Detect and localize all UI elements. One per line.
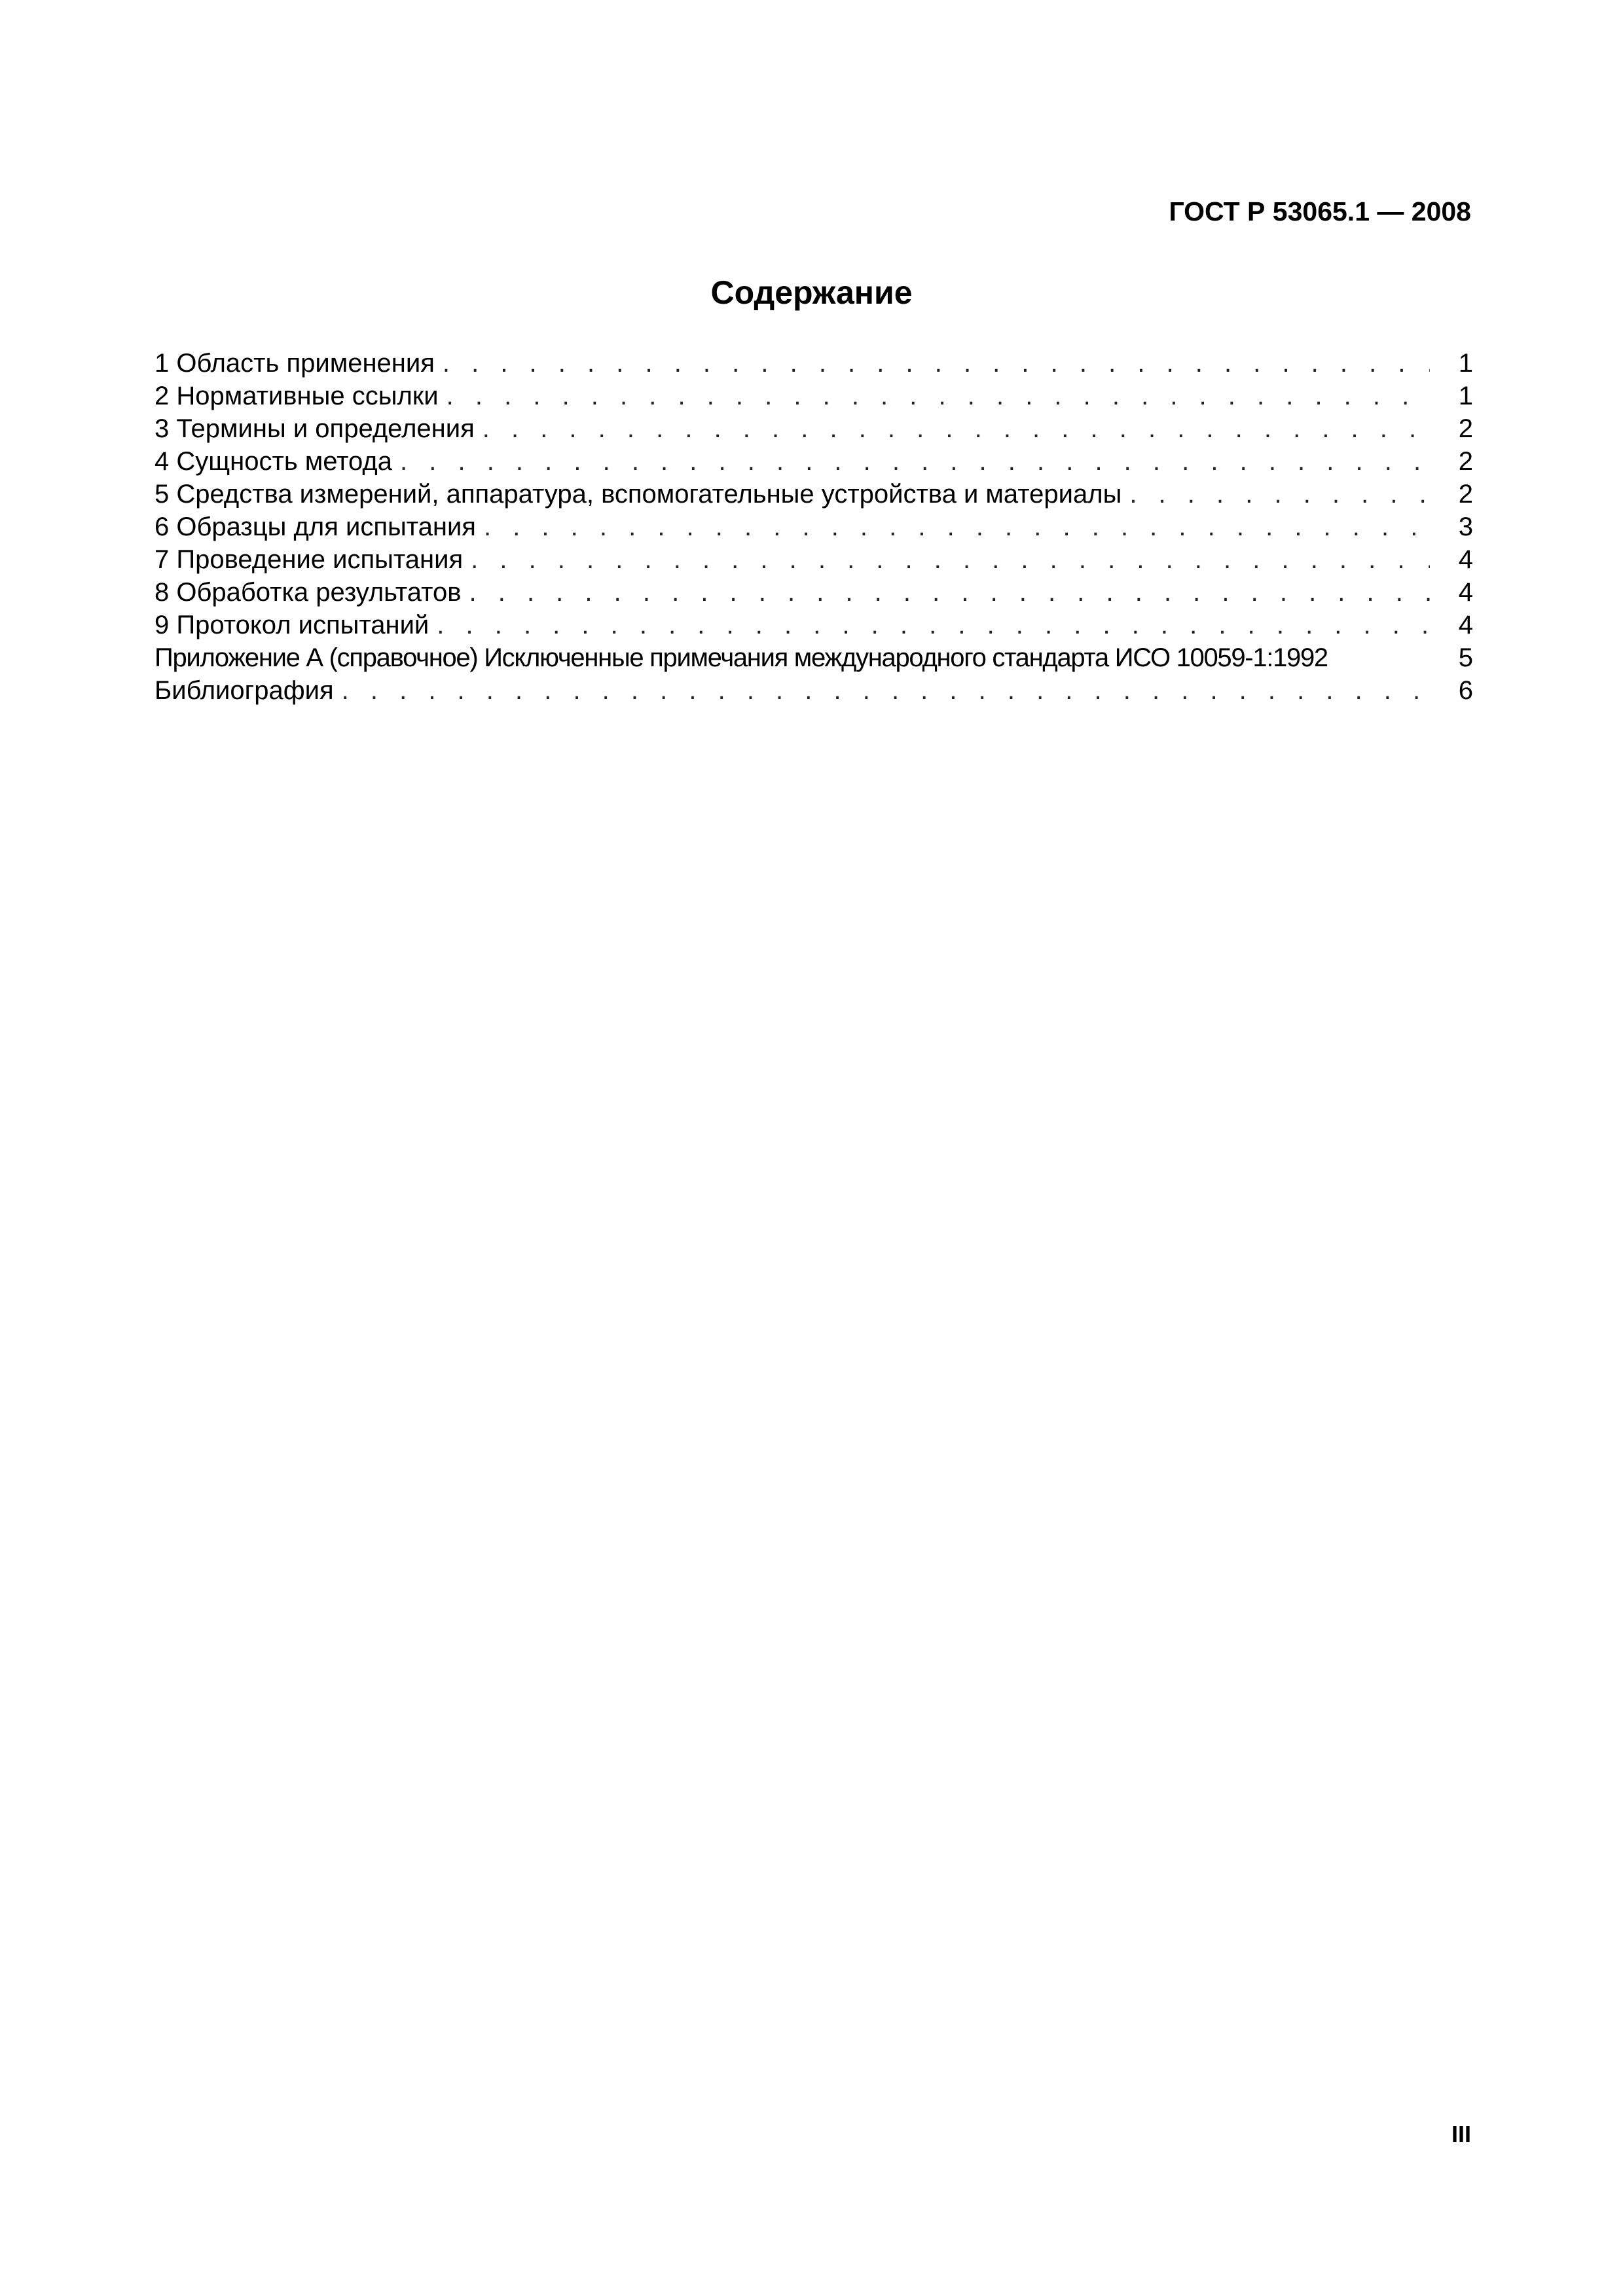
toc-entry-label: Приложение А (справочное) Исключенные примечания международного стандарта ИСО 10059-1:1992 <box>155 643 1328 672</box>
toc-entry-label: 6 Образцы для испытания <box>155 512 476 541</box>
toc-entry[interactable] <box>155 347 1473 380</box>
toc-entry-page: 2 <box>1458 414 1473 443</box>
toc-entry[interactable] <box>155 445 1473 478</box>
toc-entry-label: 4 Сущность метода <box>155 447 393 476</box>
toc-entry-page: 1 <box>1458 382 1473 410</box>
toc-title: Содержание <box>710 274 913 311</box>
toc-entry-label: 8 Обработка результатов <box>155 578 462 607</box>
toc-entry-label: 9 Протокол испытаний <box>155 611 429 639</box>
document-code: ГОСТ Р 53065.1 — 2008 <box>1169 196 1471 226</box>
dot-leader <box>471 543 1430 576</box>
toc-entry-label: 5 Средства измерений, аппаратура, вспомогательные устройства и материалы <box>155 480 1122 509</box>
toc-entry-page: 4 <box>1458 578 1473 607</box>
toc-entry-page: 6 <box>1458 676 1473 705</box>
dot-leader <box>447 380 1430 412</box>
dot-leader <box>469 576 1431 609</box>
toc-entry-page: 1 <box>1458 349 1473 378</box>
dot-leader <box>483 412 1430 445</box>
toc-entry-label: 1 Область применения <box>155 349 435 378</box>
dot-leader <box>1129 478 1430 511</box>
toc-entry[interactable] <box>155 609 1473 641</box>
toc-entry-page: 4 <box>1458 545 1473 574</box>
page-number: III <box>1451 2121 1471 2147</box>
toc-entry[interactable] <box>155 478 1473 511</box>
toc-entry[interactable] <box>155 511 1473 543</box>
dot-leader <box>400 445 1430 478</box>
dot-leader <box>484 511 1430 543</box>
toc-entry-label: 3 Термины и определения <box>155 414 475 443</box>
dot-leader <box>443 347 1430 380</box>
toc-entry-page: 3 <box>1458 512 1473 541</box>
toc-entry[interactable] <box>155 380 1473 412</box>
toc-entry[interactable] <box>155 674 1473 707</box>
dot-leader <box>342 674 1430 707</box>
toc-entry[interactable] <box>155 412 1473 445</box>
toc-entry[interactable] <box>155 641 1473 674</box>
toc-entry[interactable] <box>155 576 1473 609</box>
toc-entry-page: 2 <box>1458 480 1473 509</box>
toc-entry-page: 2 <box>1458 447 1473 476</box>
toc-entry[interactable] <box>155 543 1473 576</box>
toc-entry-page: 5 <box>1458 643 1473 672</box>
toc-entry-label: 2 Нормативные ссылки <box>155 382 439 410</box>
toc-entry-page: 4 <box>1458 611 1473 639</box>
toc-entry-label: 7 Проведение испытания <box>155 545 464 574</box>
toc-entry-label: Библиография <box>155 676 334 705</box>
table-of-contents <box>155 347 1473 707</box>
dot-leader <box>437 609 1430 641</box>
